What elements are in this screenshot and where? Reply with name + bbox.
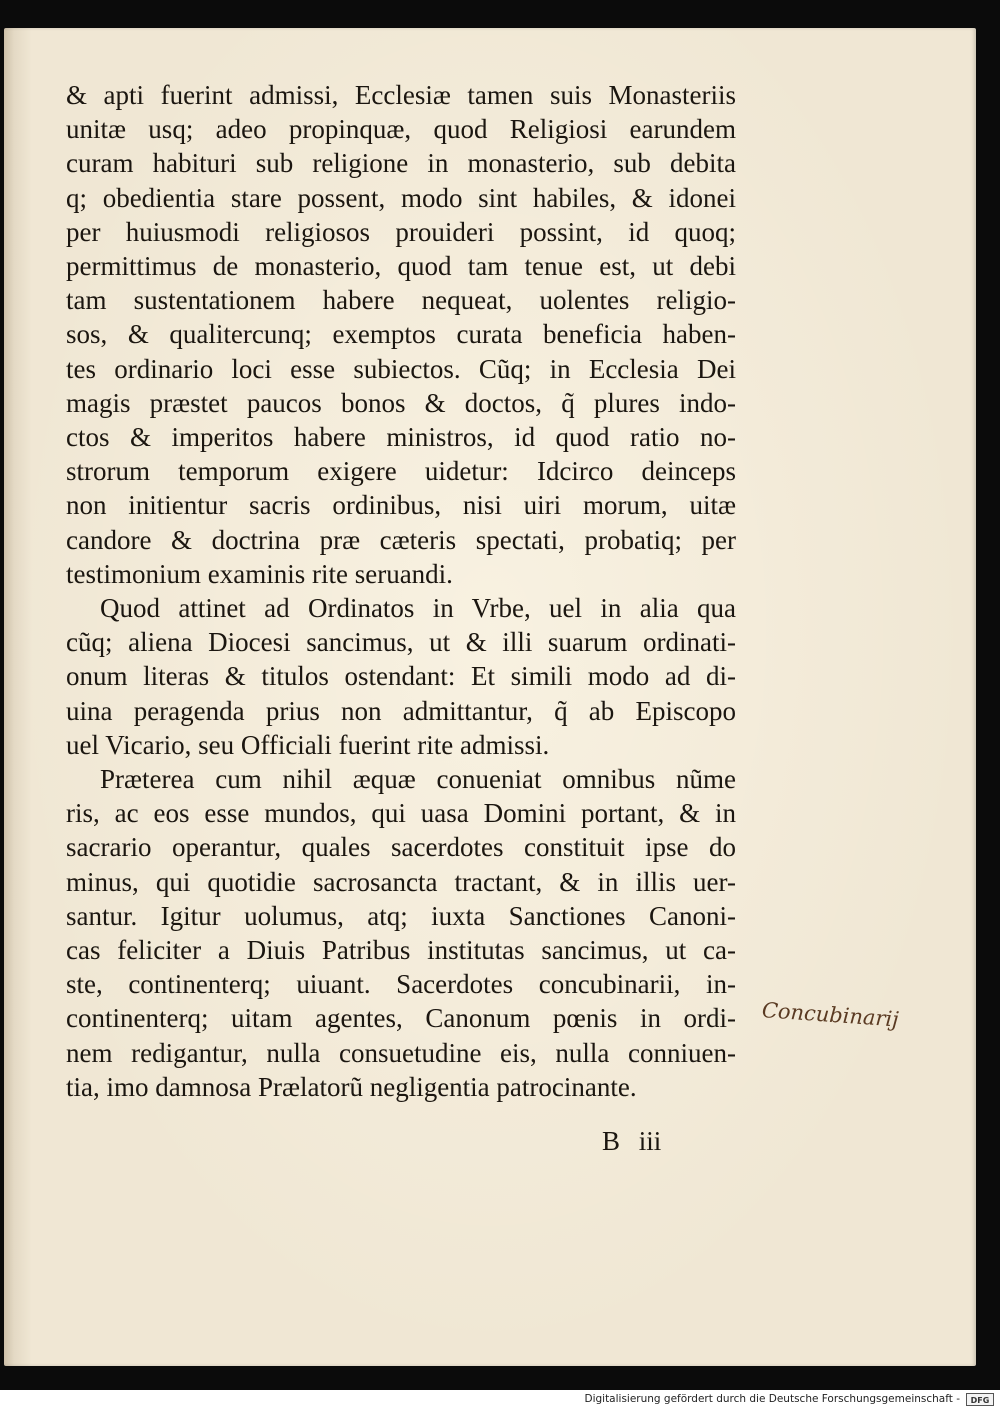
text-line: ste, continenterq; uiuant. Sacerdotes concubinarii, in- [66,969,736,1000]
text-line: & apti fuerint admissi, Ecclesiæ tamen suis Monasteriis [66,80,736,110]
text-line: magis præstet paucos bonos & doctos, q̃ plures indo- [66,387,736,418]
text-line: Præterea cum nihil æquæ conueniat omnibus nũme [100,764,736,795]
text-line: tes ordinario loci esse subiectos. Cũq; in Ecclesia Dei [66,353,736,384]
credit-bar [0,1390,1000,1409]
handwritten-marginal-note: Concubinarij [761,998,900,1032]
text-line: tia, imo damnosa Prælatorũ negligentia patrocinante. [66,1071,637,1102]
paragraph-1 [66,78,736,591]
text-line: minus, qui quotidie sacrosancta tractant, & in illis uer- [66,866,736,897]
text-line: non initientur sacris ordinibus, nisi uiri morum, uitæ [66,490,736,521]
text-line: per huiusmodi religiosos prouideri possint, id quoq; [66,216,736,247]
text-line: nem redigantur, nulla consuetudine eis, nulla conniuen- [66,1037,736,1068]
signature-mark: B iii [602,1126,662,1156]
text-line: sacrario operantur, quales sacerdotes constituit ipse do [66,832,736,863]
paragraph-3 [66,762,736,1104]
text-line: continenterq; uitam agentes, Canonum pœnis in ordi- [66,1003,736,1034]
text-line: curam habituri sub religione in monasterio, sub debita [66,148,736,179]
text-line: q; obedientia stare possent, modo sint habiles, & idonei [66,182,736,213]
text-line: strorum temporum exigere uidetur: Idcirco deinceps [66,456,736,487]
text-line: santur. Igitur uolumus, atq; iuxta Sanctiones Canoni- [66,900,736,931]
main-text-block [66,78,736,1104]
text-line: tam sustentationem habere nequeat, uolentes religio- [66,285,736,316]
page-inner [4,28,976,1366]
book-page [4,28,976,1366]
text-line: candore & doctrina præ cæteris spectati, probatiq; per [66,524,736,555]
funding-credit: Digitalisierung gefördert durch die Deutsche Forschungsgemeinschaft - [584,1393,960,1405]
text-line: cũq; aliena Diocesi sancimus, ut & illi suarum ordinati- [66,627,736,658]
paragraph-2 [66,591,736,762]
dfg-logo-icon: DFG [966,1393,994,1406]
text-line: permittimus de monasterio, quod tam tenue est, ut debi [66,251,736,282]
text-line: sos, & qualitercunq; exemptos curata beneficia haben- [66,319,736,350]
text-line: onum literas & titulos ostendant: Et simili modo ad di- [66,661,736,692]
text-line: uel Vicario, seu Officiali fuerint rite admissi. [66,729,550,760]
text-line: cas feliciter a Diuis Patribus institutas sancimus, ut ca- [66,935,736,966]
text-line: testimonium examinis rite seruandi. [66,558,453,589]
text-line: unitæ usq; adeo propinquæ, quod Religiosi earundem [66,114,736,145]
text-line: ctos & imperitos habere ministros, id quod ratio no- [66,422,736,453]
text-line: ris, ac eos esse mundos, qui uasa Domini portant, & in [66,798,736,829]
text-line: Quod attinet ad Ordinatos in Vrbe, uel in alia qua [100,593,736,624]
text-line: uina peragenda prius non admittantur, q̃ ab Episcopo [66,695,736,726]
